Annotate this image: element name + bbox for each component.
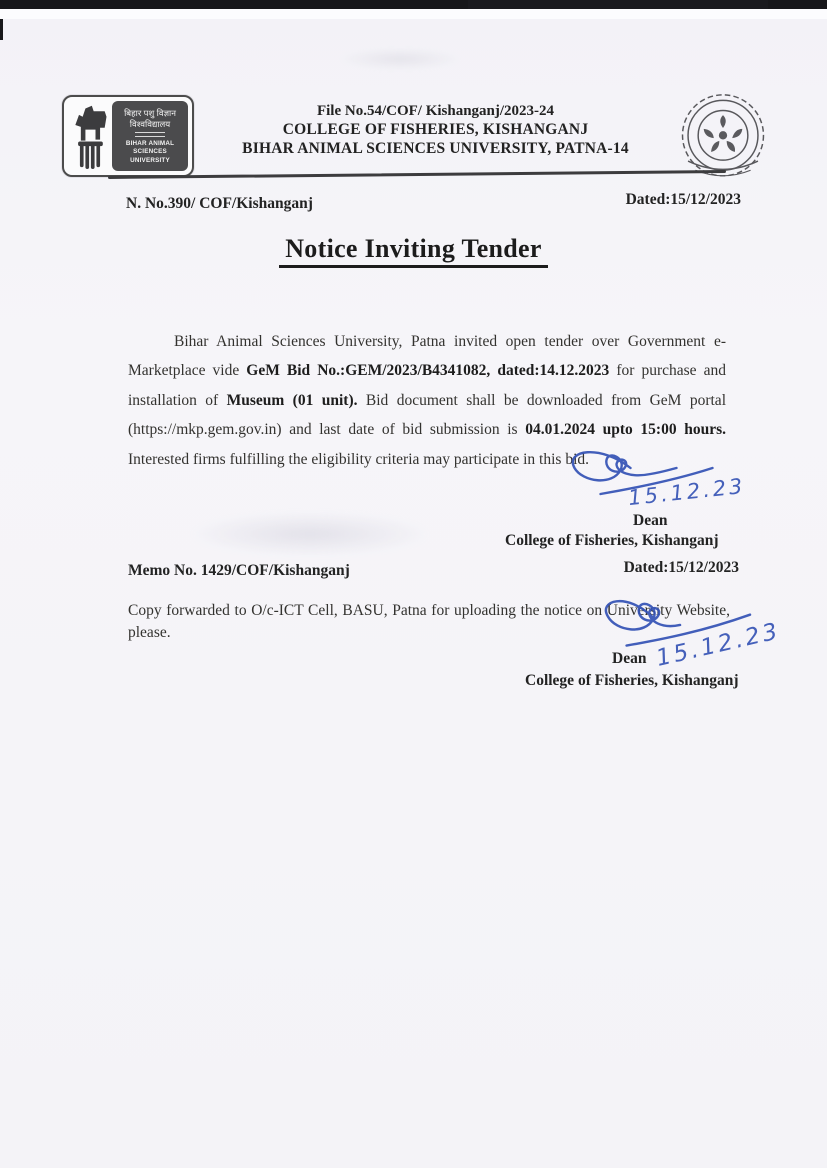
- signatory-designation-2: Dean: [612, 650, 647, 667]
- logo-english-line2: UNIVERSITY: [130, 156, 170, 164]
- notice-number: N. No.390/ COF/Kishanganj: [126, 195, 313, 212]
- item-description: Museum (01 unit).: [226, 391, 358, 409]
- college-of-fisheries-emblem-icon: [677, 89, 769, 189]
- university-name: BIHAR ANIMAL SCIENCES UNIVERSITY, PATNA-14: [242, 140, 629, 157]
- logo-text-panel: [112, 101, 188, 171]
- memo-row: [128, 559, 739, 580]
- signatory-designation-1: Dean: [633, 512, 668, 529]
- memo-body: Copy forwarded to O/c-ICT Cell, BASU, Patna for uploading the notice on University Website, please.: [128, 601, 730, 641]
- logo-divider: [135, 132, 165, 137]
- gem-bid-number: GeM Bid No.:GEM/2023/B4341082, dated:14.12.2023: [246, 362, 610, 379]
- scanner-edge-left: [0, 0, 3, 40]
- memo-number: Memo No. 1429/COF/Kishanganj: [128, 562, 350, 579]
- cow-icon: [68, 100, 112, 172]
- body-text: Bihar Animal Sciences University, Patna invited open tender over Government e-Marketplace vide: [128, 332, 726, 379]
- memo-date: Dated:15/12/2023: [623, 559, 739, 576]
- university-logo: [62, 95, 194, 177]
- notice-body: Bihar Animal Sciences University, Patna invited open tender over Government e-Marketplace vide GeM Bid No.:GEM/2023/B4341082, dated:14.12.2023 for purchase and installation of Museum (01 unit). Bid document shall be downloaded from GeM portal (https://mkp.gem.gov.in) and last date of bid submission is 04.01.2024 upto 15:00 hours. Interested firms fulfilling the eligibility criteria may participate in this bid.: [128, 332, 727, 468]
- signatory-organization-1: College of Fisheries, Kishanganj: [505, 532, 719, 549]
- notice-date: Dated:15/12/2023: [625, 191, 741, 208]
- submission-deadline: 04.01.2024 upto 15:00 hours.: [525, 421, 726, 438]
- handwritten-date-2: 15.12.23: [653, 618, 783, 672]
- handwritten-date-1: 15.12.23: [627, 473, 747, 511]
- logo-hindi-line1: बिहार पशु विज्ञान: [124, 107, 176, 118]
- letterhead-text: [194, 95, 677, 158]
- signatory-organization-2: College of Fisheries, Kishanganj: [525, 672, 739, 689]
- logo-hindi-line2: विश्वविद्यालय: [129, 118, 171, 129]
- logo-english-line1: BIHAR ANIMAL SCIENCES: [125, 139, 175, 155]
- scanner-white-strip: [0, 9, 827, 19]
- college-name: COLLEGE OF FISHERIES, KISHANGANJ: [282, 121, 589, 138]
- paper-smudge: [190, 512, 430, 556]
- paper-smudge: [340, 48, 460, 70]
- document-title: Notice Inviting Tender: [0, 234, 827, 268]
- file-number: File No.54/COF/ Kishanganj/2023-24: [316, 103, 555, 119]
- reference-row: [126, 191, 741, 213]
